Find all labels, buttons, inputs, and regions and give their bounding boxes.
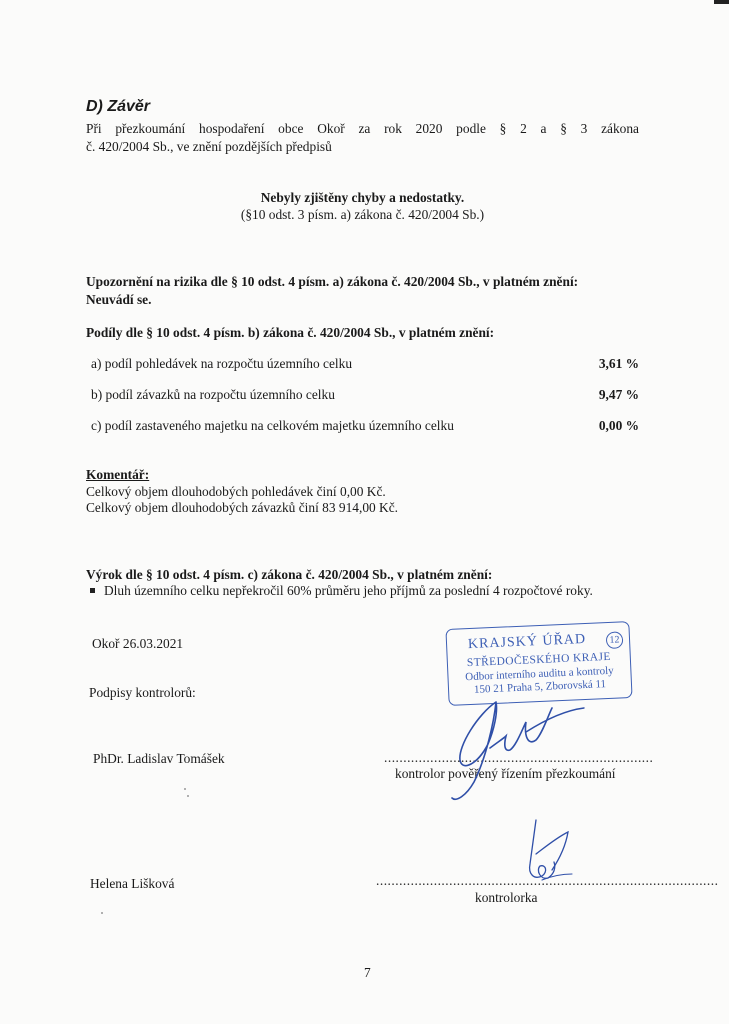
signatory-1-signature-line: ...................................................................... — [384, 750, 654, 765]
stamp-line-2: STŘEDOČESKÉHO KRAJE — [466, 650, 612, 670]
statement-heading: Výrok dle § 10 odst. 4 písm. c) zákona č. 420/2004 Sb., v platném znění: — [86, 567, 493, 582]
signatory-1-role: kontrolor pověřený řízením přezkoumání — [395, 766, 616, 781]
signatory-2-signature-line: ......................................................................................... — [376, 873, 719, 888]
intro-line-2: č. 420/2004 Sb., ve znění pozdějších předpisů — [86, 139, 332, 154]
signatory-2-name: Helena Lišková — [90, 876, 175, 891]
share-c-label: c) podíl zastaveného majetku na celkovém majetku územního celku — [91, 418, 454, 433]
place-date: Okoř 26.03.2021 — [92, 636, 184, 651]
signatory-1-name: PhDr. Ladislav Tomášek — [93, 751, 225, 766]
shares-heading: Podíly dle § 10 odst. 4 písm. b) zákona č. 420/2004 Sb., v platném znění: — [86, 325, 495, 340]
stamp-number: 12 — [606, 631, 624, 649]
risks-value: Neuvádí se. — [86, 292, 152, 307]
scan-speck — [184, 788, 186, 790]
bullet-icon — [90, 588, 95, 593]
comment-line-2: Celkový objem dlouhodobých závazků činí 83 914,00 Kč. — [86, 500, 399, 515]
scan-corner-mark — [714, 0, 729, 4]
share-b-value: 9,47 % — [598, 387, 639, 402]
office-stamp — [445, 621, 632, 706]
stamp-line-1: KRAJSKÝ ÚŘAD — [467, 631, 587, 653]
risks-heading: Upozornění na rizika dle § 10 odst. 4 písm. a) zákona č. 420/2004 Sb., v platném znění: — [86, 274, 579, 289]
scan-speck — [101, 912, 103, 914]
section-heading: D) Závěr — [86, 98, 151, 115]
share-c-value: 0,00 % — [598, 418, 639, 433]
page-number: 7 — [364, 965, 371, 980]
stamp-line-3: Odbor interního auditu a kontroly — [465, 664, 614, 684]
comment-heading: Komentář: — [86, 467, 150, 482]
intro-line-1: Při přezkoumání hospodaření obce Okoř za rok 2020 podle § 2 a § 3 zákona — [86, 121, 639, 136]
share-b-label: b) podíl závazků na rozpočtu územního celku — [91, 387, 335, 402]
findings-reference: (§10 odst. 3 písm. a) zákona č. 420/2004 Sb.) — [240, 207, 485, 222]
share-a-label: a) podíl pohledávek na rozpočtu územního celku — [91, 356, 353, 371]
statement-bullet-text: Dluh územního celku nepřekročil 60% průměru jeho příjmů za poslední 4 rozpočtové roky. — [104, 583, 593, 598]
comment-line-1: Celkový objem dlouhodobých pohledávek činí 0,00 Kč. — [86, 484, 386, 499]
signature-tomasek — [438, 688, 588, 806]
statement-bullet-item — [90, 583, 593, 599]
signatures-label: Podpisy kontrolorů: — [89, 685, 196, 700]
scan-speck — [187, 795, 189, 797]
share-a-value: 3,61 % — [598, 356, 639, 371]
signatory-2-role: kontrolorka — [475, 890, 538, 905]
findings-title: Nebyly zjištěny chyby a nedostatky. — [260, 190, 465, 205]
stamp-line-4: 150 21 Praha 5, Zborovská 11 — [473, 678, 607, 696]
